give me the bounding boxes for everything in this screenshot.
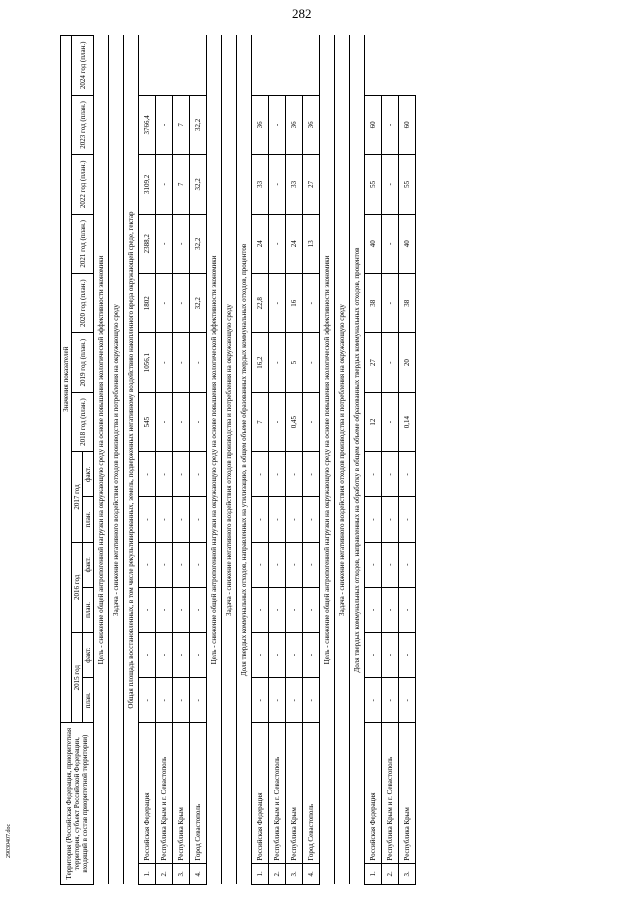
row-number: 1. [139, 863, 156, 884]
value-cell: 32,2 [190, 95, 207, 154]
value-cell: - [382, 214, 399, 273]
value-cell: - [382, 392, 399, 451]
value-cell: - [303, 587, 320, 632]
value-cell: - [382, 95, 399, 154]
value-cell: - [303, 497, 320, 542]
value-cell: - [190, 587, 207, 632]
value-cell: 60 [399, 95, 416, 154]
header-fact: факт. [83, 633, 94, 678]
value-cell: - [303, 392, 320, 451]
value-cell: - [252, 542, 269, 587]
rotated-table-container [60, 25, 580, 885]
territory-name: Республика Крым [286, 723, 303, 863]
value-cell: - [365, 587, 382, 632]
value-cell: 38 [365, 274, 382, 333]
value-cell: - [139, 587, 156, 632]
header-fact: факт. [83, 452, 94, 497]
section-goal-row [320, 36, 335, 885]
indicators-table [60, 35, 416, 885]
value-cell: - [382, 587, 399, 632]
value-cell: - [286, 497, 303, 542]
value-cell: - [173, 633, 190, 678]
territory-name: Город Севастополь [303, 723, 320, 863]
value-cell: - [269, 214, 286, 273]
section-task-row [335, 36, 350, 885]
value-cell: - [173, 497, 190, 542]
value-cell: - [269, 392, 286, 451]
value-cell: 32,2 [190, 155, 207, 214]
value-cell: - [252, 587, 269, 632]
header-year-2021: 2021 год (план.) [72, 214, 94, 273]
value-cell: - [173, 274, 190, 333]
table-row [399, 36, 416, 885]
value-cell: - [365, 542, 382, 587]
value-cell: - [269, 274, 286, 333]
header-year-2016: 2016 год [72, 542, 83, 632]
territory-name: Республика Крым и г. Севастополь [269, 723, 286, 863]
page-number: 282 [292, 6, 312, 21]
header-year-2017: 2017 год [72, 452, 83, 542]
value-cell: - [156, 214, 173, 273]
row-number: 1. [252, 863, 269, 884]
value-cell: - [303, 678, 320, 723]
value-cell: - [399, 497, 416, 542]
value-cell: - [286, 587, 303, 632]
table-row [156, 36, 173, 885]
value-cell: 7 [173, 95, 190, 154]
value-cell: - [156, 155, 173, 214]
value-cell: - [365, 633, 382, 678]
row-number: 3. [173, 863, 190, 884]
table-row [173, 36, 190, 885]
value-cell: 22,8 [252, 274, 269, 333]
table-row [303, 36, 320, 885]
section-indicator: Доля твердых коммунальных отходов, направленных на утилизацию, в общем объеме образованных твердых коммунальных отходов, процентов [237, 36, 252, 885]
territory-name: Российская Федерация [139, 723, 156, 863]
value-cell: 3766,4 [139, 95, 156, 154]
section-goal-row [207, 36, 222, 885]
value-cell: - [173, 214, 190, 273]
value-cell: - [190, 497, 207, 542]
value-cell: - [286, 678, 303, 723]
value-cell: - [139, 678, 156, 723]
value-cell: - [382, 633, 399, 678]
value-cell: - [269, 542, 286, 587]
row-number: 3. [399, 863, 416, 884]
header-territory: Территория (Российская Федерация, приоритетная территория, субъект Российской Федерации, входящий в состав приоритетной территории) [61, 723, 94, 885]
header-indicators: Значения показателей [61, 36, 72, 723]
section-indicator: Общая площадь восстановленных, в том числе рекультивированных, земель, подверженных негативному воздействию накопленного вреда окружающей среде, гектар [124, 36, 139, 885]
row-number: 2. [382, 863, 399, 884]
value-cell: - [139, 452, 156, 497]
header-year-2020: 2020 год (план.) [72, 274, 94, 333]
value-cell: - [156, 542, 173, 587]
value-cell: - [269, 587, 286, 632]
value-cell: - [269, 333, 286, 392]
header-year-2024: 2024 год (план.) [72, 36, 94, 96]
value-cell: - [190, 678, 207, 723]
value-cell: - [173, 333, 190, 392]
value-cell: - [173, 587, 190, 632]
value-cell: 40 [399, 214, 416, 273]
section-task: Задача - снижение негативного воздействия отходов производства и потребления на окружающую среду [109, 36, 124, 885]
value-cell: - [190, 392, 207, 451]
value-cell: - [252, 678, 269, 723]
document-id: 29030407.doc [6, 823, 12, 858]
value-cell: - [303, 452, 320, 497]
value-cell: - [156, 587, 173, 632]
value-cell: 36 [303, 95, 320, 154]
value-cell: - [156, 497, 173, 542]
value-cell: - [365, 452, 382, 497]
section-task: Задача - снижение негативного воздействия отходов производства и потребления на окружающую среду [335, 36, 350, 885]
table-row [382, 36, 399, 885]
value-cell: - [382, 497, 399, 542]
section-goal: Цель - снижение общей антропогенной нагрузки на окружающую среду на основе повышения экологической эффективности экономики [207, 36, 222, 885]
value-cell: - [382, 542, 399, 587]
value-cell: 60 [365, 95, 382, 154]
section-indicator: Доля твердых коммунальных отходов, направленных на обработку в общем объеме образованных твердых коммунальных отходов, процентов [350, 36, 365, 885]
value-cell: 55 [399, 155, 416, 214]
value-cell: 0,14 [399, 392, 416, 451]
value-cell: 33 [286, 155, 303, 214]
value-cell: - [382, 678, 399, 723]
territory-name: Город Севастополь [190, 723, 207, 863]
value-cell: 7 [252, 392, 269, 451]
value-cell: - [156, 274, 173, 333]
value-cell: - [399, 452, 416, 497]
territory-name: Республика Крым [399, 723, 416, 863]
section-indicator-row [237, 36, 252, 885]
value-cell: - [156, 633, 173, 678]
value-cell: - [252, 633, 269, 678]
table-row [139, 36, 156, 885]
row-number: 2. [156, 863, 173, 884]
row-number: 4. [303, 863, 320, 884]
value-cell: 36 [252, 95, 269, 154]
value-cell: 13 [303, 214, 320, 273]
value-cell: - [190, 333, 207, 392]
value-cell: 24 [252, 214, 269, 273]
section-goal-row [94, 36, 109, 885]
territory-name: Российская Федерация [365, 723, 382, 863]
value-cell: 27 [303, 155, 320, 214]
value-cell: 32,2 [190, 274, 207, 333]
row-number: 3. [286, 863, 303, 884]
value-cell: 33 [252, 155, 269, 214]
value-cell: - [303, 542, 320, 587]
value-cell: 38 [399, 274, 416, 333]
value-cell: - [303, 333, 320, 392]
value-cell: - [173, 452, 190, 497]
value-cell: 0,45 [286, 392, 303, 451]
value-cell: 55 [365, 155, 382, 214]
header-plan: план. [83, 497, 94, 542]
value-cell: - [173, 542, 190, 587]
header-year-2023: 2023 год (план.) [72, 95, 94, 154]
section-indicator-row [124, 36, 139, 885]
value-cell: - [399, 587, 416, 632]
value-cell: - [156, 392, 173, 451]
value-cell: - [173, 678, 190, 723]
territory-name: Республика Крым [173, 723, 190, 863]
territory-name: Республика Крым и г. Севастополь [156, 723, 173, 863]
row-number: 2. [269, 863, 286, 884]
section-task: Задача - снижение негативного воздействия отходов производства и потребления на окружающую среду [222, 36, 237, 885]
table-row [190, 36, 207, 885]
value-cell: 32,2 [190, 214, 207, 273]
table-row [269, 36, 286, 885]
value-cell: 545 [139, 392, 156, 451]
territory-name: Российская Федерация [252, 723, 269, 863]
value-cell: - [269, 678, 286, 723]
value-cell: - [269, 95, 286, 154]
value-cell: - [269, 497, 286, 542]
table-body [94, 36, 416, 885]
value-cell: 2388,2 [139, 214, 156, 273]
value-cell: - [269, 452, 286, 497]
value-cell: - [139, 497, 156, 542]
value-cell: - [399, 678, 416, 723]
section-indicator-row [350, 36, 365, 885]
value-cell: 24 [286, 214, 303, 273]
value-cell: - [286, 542, 303, 587]
section-task-row [109, 36, 124, 885]
value-cell: - [190, 542, 207, 587]
row-number: 1. [365, 863, 382, 884]
value-cell: - [269, 155, 286, 214]
value-cell: - [139, 633, 156, 678]
value-cell: 16,2 [252, 333, 269, 392]
value-cell: 27 [365, 333, 382, 392]
section-goal: Цель - снижение общей антропогенной нагрузки на окружающую среду на основе повышения экологической эффективности экономики [320, 36, 335, 885]
value-cell: 3109,2 [139, 155, 156, 214]
value-cell: - [190, 452, 207, 497]
value-cell: 1802 [139, 274, 156, 333]
value-cell: 36 [286, 95, 303, 154]
table-row [365, 36, 382, 885]
section-task-row [222, 36, 237, 885]
header-fact: факт. [83, 542, 94, 587]
value-cell: - [382, 155, 399, 214]
value-cell: - [303, 633, 320, 678]
value-cell: - [190, 633, 207, 678]
value-cell: - [382, 333, 399, 392]
table-row [252, 36, 269, 885]
value-cell: - [252, 497, 269, 542]
value-cell: - [286, 452, 303, 497]
value-cell: 20 [399, 333, 416, 392]
value-cell: - [382, 452, 399, 497]
value-cell: - [156, 333, 173, 392]
value-cell: - [156, 95, 173, 154]
header-plan: план. [83, 678, 94, 723]
territory-name: Республика Крым и г. Севастополь [382, 723, 399, 863]
header-year-2022: 2022 год (план.) [72, 155, 94, 214]
value-cell: - [303, 274, 320, 333]
value-cell: 5 [286, 333, 303, 392]
value-cell: 7 [173, 155, 190, 214]
value-cell: - [173, 392, 190, 451]
value-cell: - [365, 678, 382, 723]
value-cell: 40 [365, 214, 382, 273]
row-number: 4. [190, 863, 207, 884]
value-cell: - [286, 633, 303, 678]
value-cell: 12 [365, 392, 382, 451]
header-year-2018: 2018 год (план.) [72, 392, 94, 451]
value-cell: - [399, 633, 416, 678]
value-cell: - [269, 633, 286, 678]
value-cell: - [139, 542, 156, 587]
table-row [286, 36, 303, 885]
value-cell: - [365, 497, 382, 542]
value-cell: - [252, 452, 269, 497]
header-plan: план. [83, 587, 94, 632]
value-cell: - [156, 452, 173, 497]
value-cell: 16 [286, 274, 303, 333]
value-cell: - [399, 542, 416, 587]
header-year-2019: 2019 год (план.) [72, 333, 94, 392]
value-cell: - [382, 274, 399, 333]
header-year-2015: 2015 год [72, 633, 83, 723]
value-cell: - [156, 678, 173, 723]
section-goal: Цель - снижение общей антропогенной нагрузки на окружающую среду на основе повышения экологической эффективности экономики [94, 36, 109, 885]
value-cell: 1056,1 [139, 333, 156, 392]
